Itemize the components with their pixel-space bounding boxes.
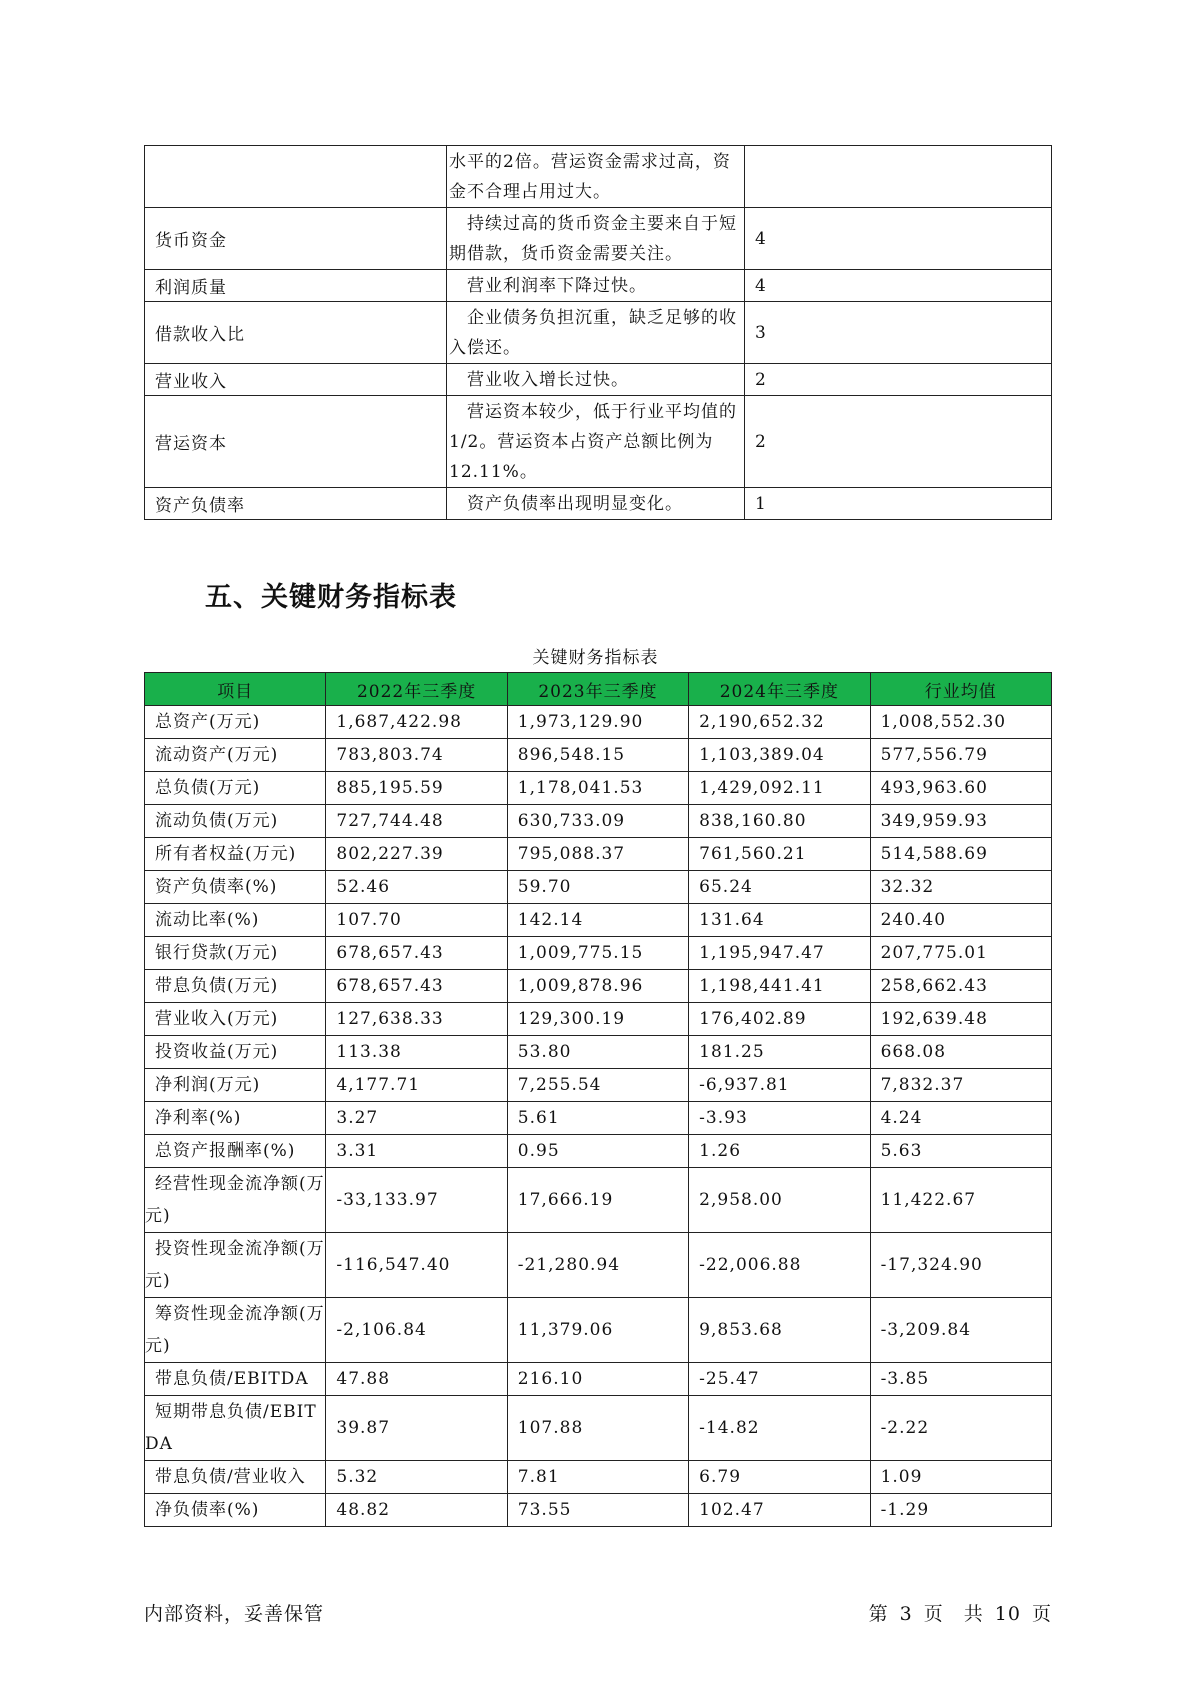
value-cell: 52.46: [326, 871, 507, 904]
footer-page-number: 第 3 页 共 10 页: [868, 1603, 1052, 1625]
risk-indicator-table: [144, 145, 1052, 520]
risk-score-cell: 4: [745, 270, 1052, 302]
risk-item-cell: 营业收入: [145, 364, 447, 396]
risk-item-cell: 利润质量: [145, 270, 447, 302]
value-cell: 1,687,422.98: [326, 706, 507, 739]
value-cell: 3.27: [326, 1102, 507, 1135]
value-cell: -116,547.40: [326, 1233, 507, 1298]
column-header: 2024年三季度: [689, 673, 870, 706]
risk-description-cell: 资产负债率出现明显变化。: [447, 488, 745, 520]
footer-confidential-note: 内部资料，妥善保管: [144, 1603, 325, 1625]
value-cell: 127,638.33: [326, 1003, 507, 1036]
value-cell: 107.88: [507, 1396, 688, 1461]
value-cell: 2,958.00: [689, 1168, 870, 1233]
value-cell: 1,008,552.30: [870, 706, 1051, 739]
section-title: 五、关键财务指标表: [205, 582, 457, 613]
table-row: [145, 1494, 1052, 1527]
table-row: [145, 706, 1052, 739]
value-cell: 7,832.37: [870, 1069, 1051, 1102]
value-cell: 838,160.80: [689, 805, 870, 838]
table-row: [145, 739, 1052, 772]
value-cell: 59.70: [507, 871, 688, 904]
row-label-cell: 总资产(万元): [145, 706, 326, 739]
value-cell: 1,009,775.15: [507, 937, 688, 970]
table-row: [145, 146, 1052, 208]
value-cell: 514,588.69: [870, 838, 1051, 871]
value-cell: 9,853.68: [689, 1298, 870, 1363]
value-cell: 48.82: [326, 1494, 507, 1527]
value-cell: -33,133.97: [326, 1168, 507, 1233]
table-row: [145, 970, 1052, 1003]
row-label-cell: 营业收入(万元): [145, 1003, 326, 1036]
row-label-cell: 净负债率(%): [145, 1494, 326, 1527]
value-cell: 493,963.60: [870, 772, 1051, 805]
table-row: [145, 1461, 1052, 1494]
table-row: [145, 302, 1052, 364]
value-cell: 207,775.01: [870, 937, 1051, 970]
table-row: [145, 937, 1052, 970]
value-cell: 1,973,129.90: [507, 706, 688, 739]
value-cell: -6,937.81: [689, 1069, 870, 1102]
value-cell: -14.82: [689, 1396, 870, 1461]
table-header-row: [145, 673, 1052, 706]
value-cell: 39.87: [326, 1396, 507, 1461]
value-cell: 349,959.93: [870, 805, 1051, 838]
value-cell: 113.38: [326, 1036, 507, 1069]
table-row: [145, 1102, 1052, 1135]
value-cell: 53.80: [507, 1036, 688, 1069]
value-cell: 107.70: [326, 904, 507, 937]
table-row: [145, 270, 1052, 302]
value-cell: 1,198,441.41: [689, 970, 870, 1003]
table-row: [145, 1036, 1052, 1069]
value-cell: 795,088.37: [507, 838, 688, 871]
row-label-cell: 经营性现金流净额(万元): [145, 1168, 326, 1233]
value-cell: 129,300.19: [507, 1003, 688, 1036]
risk-table-body: [145, 146, 1052, 520]
table-row: [145, 871, 1052, 904]
value-cell: -17,324.90: [870, 1233, 1051, 1298]
row-label-cell: 带息负债/EBITDA: [145, 1363, 326, 1396]
value-cell: -1.29: [870, 1494, 1051, 1527]
table-caption: 关键财务指标表: [532, 648, 659, 668]
column-header: 2022年三季度: [326, 673, 507, 706]
value-cell: 73.55: [507, 1494, 688, 1527]
row-label-cell: 净利率(%): [145, 1102, 326, 1135]
value-cell: 1,009,878.96: [507, 970, 688, 1003]
table-row: [145, 904, 1052, 937]
row-label-cell: 总资产报酬率(%): [145, 1135, 326, 1168]
table-body: [145, 706, 1052, 1527]
risk-description-cell: 营运资本较少，低于行业平均值的1/2。营运资本占资产总额比例为12.11%。: [447, 396, 745, 488]
table-row: [145, 1298, 1052, 1363]
table-row: [145, 838, 1052, 871]
value-cell: -2.22: [870, 1396, 1051, 1461]
value-cell: 0.95: [507, 1135, 688, 1168]
value-cell: 1,178,041.53: [507, 772, 688, 805]
value-cell: 17,666.19: [507, 1168, 688, 1233]
value-cell: 4,177.71: [326, 1069, 507, 1102]
value-cell: 630,733.09: [507, 805, 688, 838]
value-cell: -3,209.84: [870, 1298, 1051, 1363]
risk-description-cell: 持续过高的货币资金主要来自于短期借款，货币资金需要关注。: [447, 208, 745, 270]
value-cell: 11,422.67: [870, 1168, 1051, 1233]
table-row: [145, 208, 1052, 270]
key-financial-indicators-table: [144, 672, 1052, 1527]
value-cell: 1,103,389.04: [689, 739, 870, 772]
value-cell: 1.26: [689, 1135, 870, 1168]
risk-item-cell: 借款收入比: [145, 302, 447, 364]
value-cell: 802,227.39: [326, 838, 507, 871]
risk-description-cell: 营业收入增长过快。: [447, 364, 745, 396]
value-cell: 240.40: [870, 904, 1051, 937]
table-row: [145, 1233, 1052, 1298]
value-cell: -3.93: [689, 1102, 870, 1135]
column-header: 行业均值: [870, 673, 1051, 706]
risk-score-cell: 2: [745, 396, 1052, 488]
value-cell: 5.32: [326, 1461, 507, 1494]
table-row: [145, 1135, 1052, 1168]
risk-item-cell: 营运资本: [145, 396, 447, 488]
row-label-cell: 投资性现金流净额(万元): [145, 1233, 326, 1298]
value-cell: 102.47: [689, 1494, 870, 1527]
value-cell: -3.85: [870, 1363, 1051, 1396]
row-label-cell: 投资收益(万元): [145, 1036, 326, 1069]
row-label-cell: 带息负债/营业收入: [145, 1461, 326, 1494]
risk-score-cell: [745, 146, 1052, 208]
row-label-cell: 流动负债(万元): [145, 805, 326, 838]
row-label-cell: 筹资性现金流净额(万元): [145, 1298, 326, 1363]
value-cell: 1,429,092.11: [689, 772, 870, 805]
table-row: [145, 805, 1052, 838]
value-cell: 6.79: [689, 1461, 870, 1494]
value-cell: 7,255.54: [507, 1069, 688, 1102]
value-cell: 783,803.74: [326, 739, 507, 772]
risk-item-cell: 资产负债率: [145, 488, 447, 520]
value-cell: -21,280.94: [507, 1233, 688, 1298]
risk-description-cell: 企业债务负担沉重，缺乏足够的收入偿还。: [447, 302, 745, 364]
value-cell: 1.09: [870, 1461, 1051, 1494]
value-cell: 885,195.59: [326, 772, 507, 805]
risk-score-cell: 2: [745, 364, 1052, 396]
table-row: [145, 1069, 1052, 1102]
row-label-cell: 短期带息负债/EBITDA: [145, 1396, 326, 1461]
column-header: 2023年三季度: [507, 673, 688, 706]
value-cell: 678,657.43: [326, 970, 507, 1003]
value-cell: 258,662.43: [870, 970, 1051, 1003]
row-label-cell: 总负债(万元): [145, 772, 326, 805]
value-cell: 181.25: [689, 1036, 870, 1069]
value-cell: 761,560.21: [689, 838, 870, 871]
value-cell: 32.32: [870, 871, 1051, 904]
value-cell: 678,657.43: [326, 937, 507, 970]
table-row: [145, 1396, 1052, 1461]
risk-description-cell: 营业利润率下降过快。: [447, 270, 745, 302]
row-label-cell: 银行贷款(万元): [145, 937, 326, 970]
value-cell: 2,190,652.32: [689, 706, 870, 739]
value-cell: 216.10: [507, 1363, 688, 1396]
value-cell: 7.81: [507, 1461, 688, 1494]
value-cell: 11,379.06: [507, 1298, 688, 1363]
table-row: [145, 488, 1052, 520]
table-row: [145, 1363, 1052, 1396]
row-label-cell: 资产负债率(%): [145, 871, 326, 904]
row-label-cell: 净利润(万元): [145, 1069, 326, 1102]
risk-description-cell: 水平的2倍。营运资金需求过高，资金不合理占用过大。: [447, 146, 745, 208]
value-cell: 727,744.48: [326, 805, 507, 838]
risk-item-cell: 货币资金: [145, 208, 447, 270]
value-cell: 3.31: [326, 1135, 507, 1168]
value-cell: 142.14: [507, 904, 688, 937]
row-label-cell: 流动比率(%): [145, 904, 326, 937]
value-cell: 47.88: [326, 1363, 507, 1396]
value-cell: 577,556.79: [870, 739, 1051, 772]
value-cell: 896,548.15: [507, 739, 688, 772]
risk-score-cell: 4: [745, 208, 1052, 270]
value-cell: 1,195,947.47: [689, 937, 870, 970]
value-cell: 5.61: [507, 1102, 688, 1135]
column-header: 项目: [145, 673, 326, 706]
row-label-cell: 带息负债(万元): [145, 970, 326, 1003]
value-cell: 192,639.48: [870, 1003, 1051, 1036]
value-cell: 65.24: [689, 871, 870, 904]
risk-item-cell: [145, 146, 447, 208]
value-cell: 131.64: [689, 904, 870, 937]
risk-score-cell: 3: [745, 302, 1052, 364]
value-cell: 5.63: [870, 1135, 1051, 1168]
value-cell: -2,106.84: [326, 1298, 507, 1363]
value-cell: 668.08: [870, 1036, 1051, 1069]
table-row: [145, 1003, 1052, 1036]
value-cell: 176,402.89: [689, 1003, 870, 1036]
value-cell: -25.47: [689, 1363, 870, 1396]
table-row: [145, 396, 1052, 488]
row-label-cell: 流动资产(万元): [145, 739, 326, 772]
table-row: [145, 772, 1052, 805]
risk-score-cell: 1: [745, 488, 1052, 520]
table-row: [145, 1168, 1052, 1233]
value-cell: -22,006.88: [689, 1233, 870, 1298]
value-cell: 4.24: [870, 1102, 1051, 1135]
row-label-cell: 所有者权益(万元): [145, 838, 326, 871]
table-row: [145, 364, 1052, 396]
